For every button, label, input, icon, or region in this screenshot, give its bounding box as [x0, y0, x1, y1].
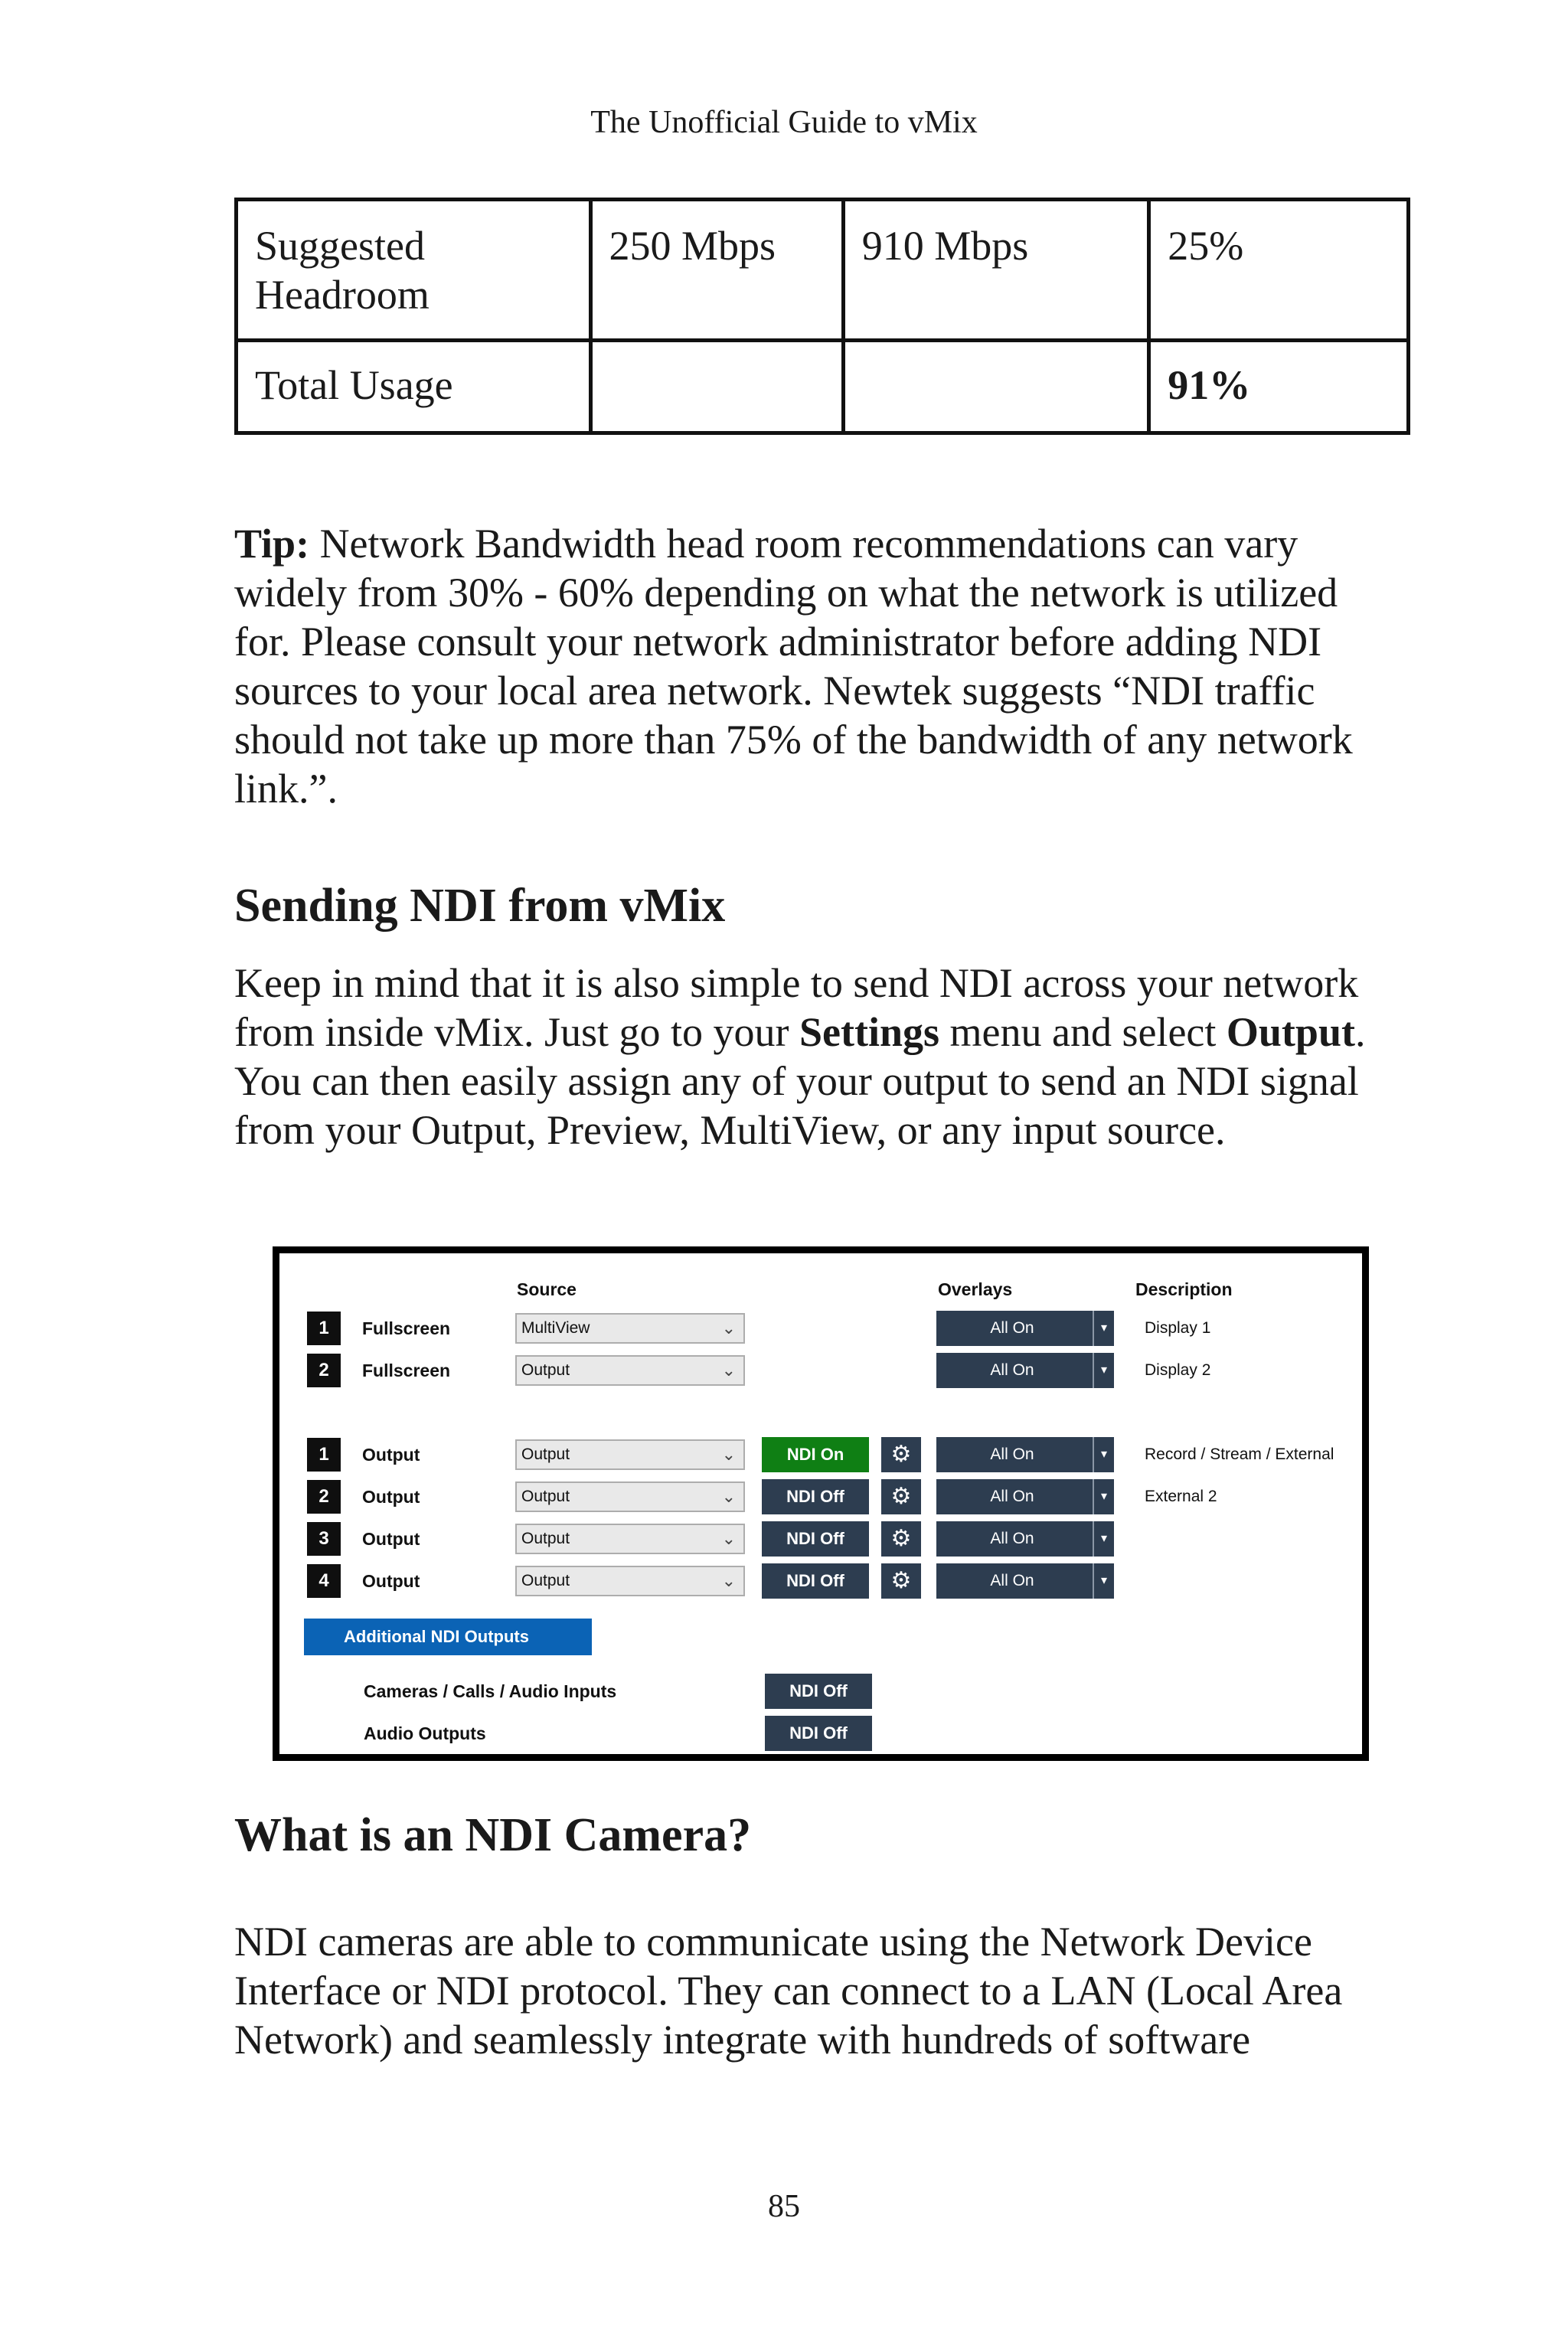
row-number-badge: 3 — [307, 1522, 341, 1556]
output-3-overlays-dropdown[interactable]: All On ▾ — [936, 1521, 1114, 1557]
table-row — [237, 200, 1409, 341]
table-cell: Suggested Headroom — [237, 200, 591, 341]
output-label: Output — [362, 1487, 420, 1507]
chevron-down-icon: ⌄ — [721, 1318, 736, 1338]
running-header: The Unofficial Guide to vMix — [590, 105, 978, 140]
page-number: 85 — [768, 2189, 800, 2224]
tip-paragraph: Tip: Network Bandwidth head room recommendations can vary widely from 30% - 60% depending on what the network is utilized for. Please consult your network administrator before adding NDI sources to your local area network. Newtek suggests “NDI traffic should not take up more than 75% of the bandwidth of any network link.”. — [234, 521, 1353, 812]
caret-down-icon: ▾ — [1093, 1563, 1114, 1599]
output-1-source-select[interactable]: Output ⌄ — [515, 1439, 745, 1470]
overlays-column-header: Overlays — [938, 1279, 1013, 1299]
table-cell — [843, 341, 1149, 433]
fullscreen-label: Fullscreen — [362, 1361, 451, 1380]
fullscreen-2-description: Display 2 — [1145, 1361, 1211, 1379]
caret-down-icon: ▾ — [1093, 1437, 1114, 1472]
output-4-overlays-dropdown[interactable]: All On ▾ — [936, 1563, 1114, 1599]
output-label: Output — [362, 1571, 420, 1591]
output-4-source-select[interactable]: Output ⌄ — [515, 1566, 745, 1596]
table-cell — [590, 341, 843, 433]
output-1-ndi-toggle[interactable]: NDI On — [762, 1437, 869, 1472]
section-heading-sending-ndi: Sending NDI from vMix — [234, 880, 726, 932]
bandwidth-table — [234, 198, 1410, 435]
description-column-header: Description — [1135, 1279, 1233, 1299]
chevron-down-icon: ⌄ — [721, 1361, 736, 1380]
tip-label: Tip: — [234, 521, 310, 567]
fullscreen-1-overlays-dropdown[interactable]: All On ▾ — [936, 1311, 1114, 1346]
audio-outputs-label: Audio Outputs — [364, 1723, 486, 1743]
fullscreen-2-source-select[interactable]: Output ⌄ — [515, 1355, 745, 1386]
fullscreen-1-source-select[interactable]: MultiView ⌄ — [515, 1313, 745, 1344]
output-label: Output — [362, 1445, 420, 1465]
chevron-down-icon: ⌄ — [721, 1529, 736, 1548]
output-1-overlays-dropdown[interactable]: All On ▾ — [936, 1437, 1114, 1472]
fullscreen-1-description: Display 1 — [1145, 1319, 1211, 1337]
caret-down-icon: ▾ — [1093, 1521, 1114, 1557]
gear-icon[interactable]: ⚙ — [881, 1479, 921, 1514]
row-number-badge: 4 — [307, 1564, 341, 1598]
table-cell: Total Usage — [237, 341, 591, 433]
table-cell: 910 Mbps — [843, 200, 1149, 341]
ndi-camera-paragraph: NDI cameras are able to communicate using the Network Device Interface or NDI protocol. They can connect to a LAN (Local Area Network) and seamlessly integrate with hundreds of software — [234, 1919, 1343, 2063]
audio-outputs-ndi-toggle[interactable]: NDI Off — [765, 1716, 872, 1751]
chevron-down-icon: ⌄ — [721, 1571, 736, 1590]
total-usage-value: 91% — [1149, 341, 1409, 433]
gear-icon[interactable]: ⚙ — [881, 1437, 921, 1472]
gear-icon[interactable]: ⚙ — [881, 1521, 921, 1557]
row-number-badge: 2 — [307, 1480, 341, 1514]
row-number-badge: 1 — [307, 1438, 341, 1472]
vmix-output-settings-screenshot — [273, 1246, 1369, 1761]
source-column-header: Source — [517, 1279, 577, 1299]
caret-down-icon: ▾ — [1093, 1311, 1114, 1346]
output-2-description: External 2 — [1145, 1488, 1217, 1505]
table-cell: 250 Mbps — [590, 200, 843, 341]
cameras-calls-audio-inputs-label: Cameras / Calls / Audio Inputs — [364, 1681, 617, 1701]
output-2-ndi-toggle[interactable]: NDI Off — [762, 1479, 869, 1514]
output-1-description: Record / Stream / External — [1145, 1446, 1334, 1463]
output-4-ndi-toggle[interactable]: NDI Off — [762, 1563, 869, 1599]
output-label: Output — [362, 1529, 420, 1549]
caret-down-icon: ▾ — [1093, 1479, 1114, 1514]
row-number-badge: 2 — [307, 1354, 341, 1387]
table-cell: 25% — [1149, 200, 1409, 341]
chevron-down-icon: ⌄ — [721, 1445, 736, 1464]
output-2-overlays-dropdown[interactable]: All On ▾ — [936, 1479, 1114, 1514]
section-heading-ndi-camera: What is an NDI Camera? — [234, 1809, 752, 1861]
fullscreen-2-overlays-dropdown[interactable]: All On ▾ — [936, 1353, 1114, 1388]
sending-ndi-paragraph: Keep in mind that it is also simple to send NDI across your network from inside vMix. Just go to your Settings menu and select Output. You can then easily assign any of your output to send an NDI signal from your Output, Preview, MultiView, or any input source. — [234, 960, 1366, 1153]
row-number-badge: 1 — [307, 1312, 341, 1345]
cameras-calls-audio-ndi-toggle[interactable]: NDI Off — [765, 1674, 872, 1709]
caret-down-icon: ▾ — [1093, 1353, 1114, 1388]
chevron-down-icon: ⌄ — [721, 1487, 736, 1506]
fullscreen-label: Fullscreen — [362, 1318, 451, 1338]
gear-icon[interactable]: ⚙ — [881, 1563, 921, 1599]
output-3-ndi-toggle[interactable]: NDI Off — [762, 1521, 869, 1557]
table-row — [237, 341, 1409, 433]
output-3-source-select[interactable]: Output ⌄ — [515, 1524, 745, 1554]
additional-ndi-outputs-button[interactable]: Additional NDI Outputs — [304, 1619, 592, 1655]
output-2-source-select[interactable]: Output ⌄ — [515, 1481, 745, 1512]
